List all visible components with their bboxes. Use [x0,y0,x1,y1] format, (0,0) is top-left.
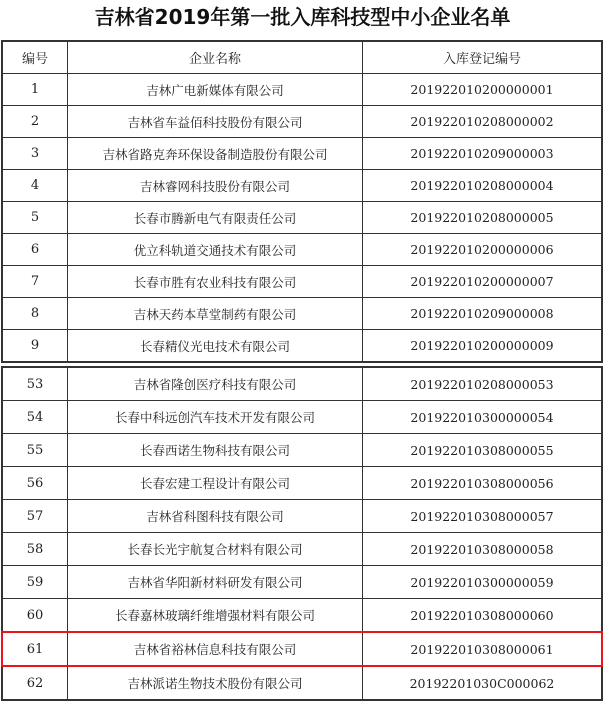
row-number: 3 [2,138,68,170]
registration-code: 20192201030C000062 [363,666,603,700]
registration-code: 201922010308000056 [363,467,603,500]
table-row [2,533,602,566]
company-name: 吉林省裕林信息科技有限公司 [68,632,363,666]
row-number: 54 [2,401,68,434]
table-header-row [2,41,602,74]
table-row [2,434,602,467]
row-number: 6 [2,234,68,266]
row-number: 4 [2,170,68,202]
company-table-part-1 [1,40,603,363]
registration-code: 201922010308000057 [363,500,603,533]
registration-code: 201922010308000055 [363,434,603,467]
company-name: 长春中科远创汽车技术开发有限公司 [68,401,363,434]
company-name: 长春嘉林玻璃纤维增强材料有限公司 [68,599,363,633]
table-row [2,500,602,533]
row-number: 53 [2,367,68,401]
row-number: 55 [2,434,68,467]
page-title: 吉林省2019年第一批入库科技型中小企业名单 [94,5,511,29]
header-company-name: 企业名称 [68,41,363,74]
company-name: 长春宏建工程设计有限公司 [68,467,363,500]
company-name: 吉林广电新媒体有限公司 [68,74,363,106]
registration-code: 201922010200000006 [363,234,603,266]
registration-code: 201922010208000005 [363,202,603,234]
header-registration-code: 入库登记编号 [363,41,603,74]
row-number: 60 [2,599,68,633]
company-name: 长春市腾新电气有限责任公司 [68,202,363,234]
registration-code: 201922010308000058 [363,533,603,566]
company-name: 吉林天药本草堂制药有限公司 [68,298,363,330]
table-row [2,138,602,170]
row-number: 58 [2,533,68,566]
table-row [2,401,602,434]
row-number: 57 [2,500,68,533]
registration-code: 201922010209000003 [363,138,603,170]
registration-code: 201922010208000053 [363,367,603,401]
company-name: 吉林派诺生物技术股份有限公司 [68,666,363,700]
company-name: 长春精仪光电技术有限公司 [68,330,363,363]
company-name: 长春长光宇航复合材料有限公司 [68,533,363,566]
table-row-highlighted [2,632,602,666]
company-name: 吉林省路克奔环保设备制造股份有限公司 [68,138,363,170]
registration-code: 201922010300000054 [363,401,603,434]
company-name: 吉林省车益佰科技股份有限公司 [68,106,363,138]
row-number: 7 [2,266,68,298]
row-number: 9 [2,330,68,363]
row-number: 61 [2,632,68,666]
registration-code: 201922010308000060 [363,599,603,633]
table-row [2,599,602,633]
row-number: 56 [2,467,68,500]
registration-code: 201922010209000008 [363,298,603,330]
registration-code: 201922010200000009 [363,330,603,363]
table-row [2,666,602,700]
table-row [2,298,602,330]
company-name: 优立科轨道交通技术有限公司 [68,234,363,266]
registration-code: 201922010208000004 [363,170,603,202]
registration-code: 201922010200000007 [363,266,603,298]
company-name: 吉林省华阳新材料研发有限公司 [68,566,363,599]
row-number: 1 [2,74,68,106]
table-row [2,170,602,202]
registration-code: 201922010300000059 [363,566,603,599]
company-name: 长春西诺生物科技有限公司 [68,434,363,467]
registration-code: 201922010308000061 [363,632,603,666]
company-name: 长春市胜有农业科技有限公司 [68,266,363,298]
row-number: 59 [2,566,68,599]
row-number: 5 [2,202,68,234]
row-number: 62 [2,666,68,700]
row-number: 8 [2,298,68,330]
header-number: 编号 [2,41,68,74]
company-table-part-2 [1,366,603,701]
company-name: 吉林省科图科技有限公司 [68,500,363,533]
table-row [2,330,602,363]
company-name: 吉林睿网科技股份有限公司 [68,170,363,202]
company-name: 吉林省隆创医疗科技有限公司 [68,367,363,401]
table-row [2,566,602,599]
table-row [2,202,602,234]
table-row [2,367,602,401]
table-row [2,106,602,138]
registration-code: 201922010208000002 [363,106,603,138]
registration-code: 201922010200000001 [363,74,603,106]
table-row [2,266,602,298]
table-row [2,74,602,106]
table-row [2,467,602,500]
table-row [2,234,602,266]
row-number: 2 [2,106,68,138]
